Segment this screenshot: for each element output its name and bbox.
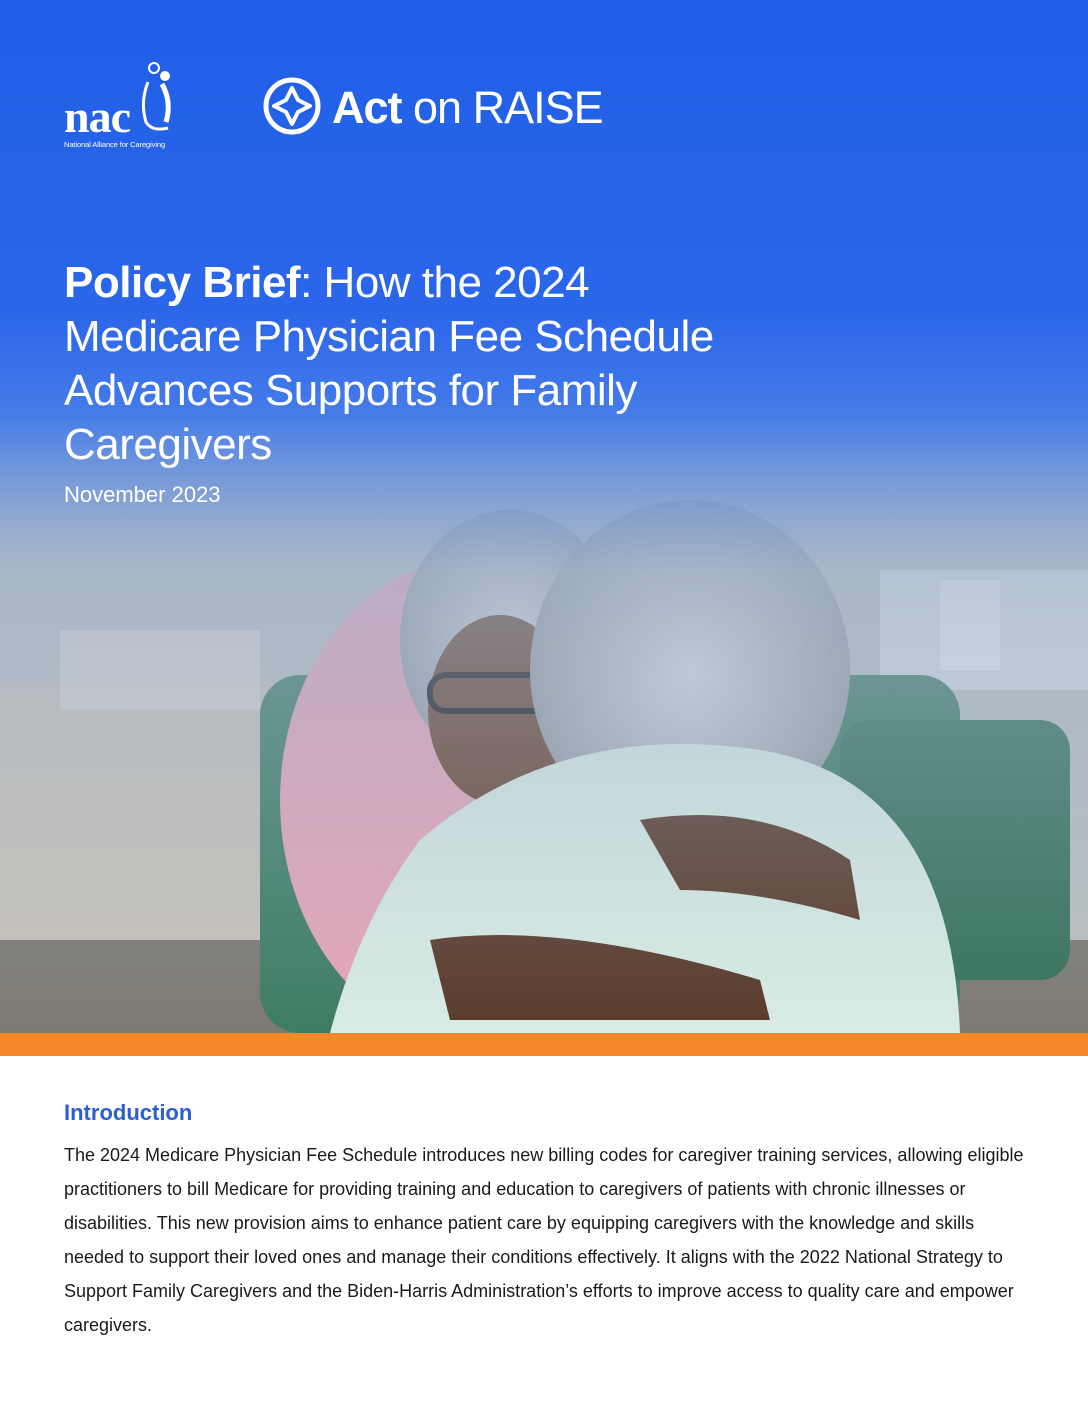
logo-row — [62, 62, 662, 157]
nac-logo-wordmark: nac — [64, 91, 130, 142]
introduction-body: The 2024 Medicare Physician Fee Schedule introduces new billing codes for caregiver training services, allowing eligible practitioners to bill Medicare for providing training and education to caregivers of patients with chronic illnesses or disabilities. This new provision aims to enhance patient care by equipping caregivers with the knowledge and skills needed to support their loved ones and manage their conditions effectively. It aligns with the 2022 National Strategy to Support Family Caregivers and the Biden-Harris Administration’s efforts to improve access to quality care and empower caregivers. — [64, 1145, 1024, 1335]
introduction-heading: Introduction — [64, 1100, 193, 1125]
act-wordmark-bold: Act — [332, 82, 402, 133]
title-rest: : How the 2024 Medicare Physician Fee Schedule Advances Supports for Family Caregivers — [64, 258, 714, 469]
act-on-raise-logo — [262, 76, 662, 136]
publication-date: November 2023 — [64, 482, 221, 507]
nac-logo — [62, 62, 182, 157]
compass-star-icon — [262, 76, 322, 136]
accent-divider — [0, 1033, 1088, 1056]
document-title — [64, 256, 744, 472]
introduction-section — [64, 1098, 1034, 1342]
act-on-raise-wordmark — [332, 82, 603, 134]
caregiver-figure-icon — [132, 62, 177, 134]
act-wordmark-rest: on RAISE — [413, 82, 603, 133]
hero-photo — [0, 420, 1088, 1033]
title-bold-part: Policy Brief — [64, 258, 301, 307]
nac-logo-subtitle: National Alliance for Caregiving — [64, 140, 166, 149]
